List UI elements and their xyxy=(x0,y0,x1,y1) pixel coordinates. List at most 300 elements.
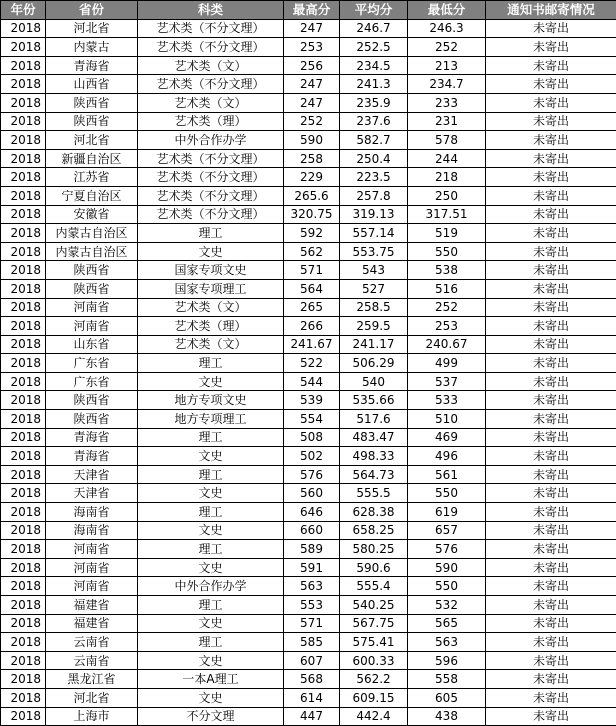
cell-category: 理工 xyxy=(138,224,284,243)
cell-category: 文史 xyxy=(138,372,284,391)
cell-mail-status: 未寄出 xyxy=(486,112,616,131)
cell-province: 山东省 xyxy=(46,335,138,354)
cell-min-score: 516 xyxy=(408,279,486,298)
cell-category: 中外合作办学 xyxy=(138,577,284,596)
cell-category: 一本A理工 xyxy=(138,670,284,689)
cell-province: 安徽省 xyxy=(46,205,138,224)
table-row xyxy=(1,317,616,336)
cell-year: 2018 xyxy=(1,596,46,615)
cell-max-score: 614 xyxy=(284,688,340,707)
cell-mail-status: 未寄出 xyxy=(486,410,616,429)
cell-category: 艺术类（理） xyxy=(138,317,284,336)
cell-province: 上海市 xyxy=(46,707,138,726)
cell-max-score: 554 xyxy=(284,410,340,429)
cell-province: 江苏省 xyxy=(46,168,138,187)
cell-min-score: 469 xyxy=(408,428,486,447)
cell-province: 广东省 xyxy=(46,354,138,373)
cell-min-score: 244 xyxy=(408,149,486,168)
cell-avg-score: 241.3 xyxy=(340,75,408,94)
cell-province: 陕西省 xyxy=(46,112,138,131)
cell-max-score: 646 xyxy=(284,503,340,522)
cell-year: 2018 xyxy=(1,484,46,503)
cell-max-score: 571 xyxy=(284,614,340,633)
cell-category: 艺术类（理） xyxy=(138,112,284,131)
cell-year: 2018 xyxy=(1,428,46,447)
cell-year: 2018 xyxy=(1,633,46,652)
table-row xyxy=(1,372,616,391)
cell-province: 河北省 xyxy=(46,688,138,707)
cell-max-score: 253 xyxy=(284,38,340,57)
cell-category: 理工 xyxy=(138,354,284,373)
cell-avg-score: 580.25 xyxy=(340,540,408,559)
table-row xyxy=(1,428,616,447)
cell-province: 陕西省 xyxy=(46,279,138,298)
cell-year: 2018 xyxy=(1,168,46,187)
cell-max-score: 585 xyxy=(284,633,340,652)
table-row xyxy=(1,279,616,298)
cell-province: 河南省 xyxy=(46,317,138,336)
table-row xyxy=(1,670,616,689)
cell-mail-status: 未寄出 xyxy=(486,38,616,57)
cell-avg-score: 609.15 xyxy=(340,688,408,707)
cell-province: 黑龙江省 xyxy=(46,670,138,689)
cell-mail-status: 未寄出 xyxy=(486,168,616,187)
table-row xyxy=(1,19,616,38)
cell-mail-status: 未寄出 xyxy=(486,298,616,317)
cell-max-score: 247 xyxy=(284,93,340,112)
cell-category: 国家专项理工 xyxy=(138,279,284,298)
cell-mail-status: 未寄出 xyxy=(486,558,616,577)
cell-year: 2018 xyxy=(1,372,46,391)
cell-mail-status: 未寄出 xyxy=(486,354,616,373)
cell-province: 青海省 xyxy=(46,447,138,466)
table-row xyxy=(1,596,616,615)
cell-max-score: 562 xyxy=(284,242,340,261)
cell-province: 青海省 xyxy=(46,428,138,447)
cell-max-score: 563 xyxy=(284,577,340,596)
cell-category: 理工 xyxy=(138,540,284,559)
cell-category: 理工 xyxy=(138,503,284,522)
cell-mail-status: 未寄出 xyxy=(486,428,616,447)
cell-mail-status: 未寄出 xyxy=(486,372,616,391)
cell-avg-score: 498.33 xyxy=(340,447,408,466)
cell-year: 2018 xyxy=(1,521,46,540)
table-row xyxy=(1,261,616,280)
cell-year: 2018 xyxy=(1,205,46,224)
cell-province: 福建省 xyxy=(46,614,138,633)
table-row xyxy=(1,205,616,224)
cell-avg-score: 250.4 xyxy=(340,149,408,168)
cell-avg-score: 590.6 xyxy=(340,558,408,577)
cell-avg-score: 319.13 xyxy=(340,205,408,224)
table-row xyxy=(1,558,616,577)
cell-province: 河南省 xyxy=(46,558,138,577)
cell-province: 河南省 xyxy=(46,298,138,317)
cell-category: 中外合作办学 xyxy=(138,131,284,150)
cell-avg-score: 553.75 xyxy=(340,242,408,261)
cell-province: 河南省 xyxy=(46,540,138,559)
cell-avg-score: 506.29 xyxy=(340,354,408,373)
cell-category: 艺术类（不分文理） xyxy=(138,38,284,57)
cell-mail-status: 未寄出 xyxy=(486,503,616,522)
table-row xyxy=(1,651,616,670)
cell-min-score: 438 xyxy=(408,707,486,726)
table-row xyxy=(1,75,616,94)
cell-min-score: 550 xyxy=(408,242,486,261)
cell-category: 艺术类（文） xyxy=(138,298,284,317)
table-row xyxy=(1,633,616,652)
cell-year: 2018 xyxy=(1,335,46,354)
cell-min-score: 253 xyxy=(408,317,486,336)
cell-max-score: 571 xyxy=(284,261,340,280)
table-row xyxy=(1,168,616,187)
cell-max-score: 591 xyxy=(284,558,340,577)
table-row xyxy=(1,447,616,466)
cell-mail-status: 未寄出 xyxy=(486,261,616,280)
cell-max-score: 229 xyxy=(284,168,340,187)
cell-min-score: 252 xyxy=(408,38,486,57)
cell-min-score: 231 xyxy=(408,112,486,131)
cell-province: 陕西省 xyxy=(46,410,138,429)
cell-province: 新疆自治区 xyxy=(46,149,138,168)
table-row xyxy=(1,465,616,484)
cell-year: 2018 xyxy=(1,465,46,484)
cell-avg-score: 235.9 xyxy=(340,93,408,112)
table-row xyxy=(1,688,616,707)
cell-mail-status: 未寄出 xyxy=(486,317,616,336)
cell-min-score: 576 xyxy=(408,540,486,559)
table-row xyxy=(1,354,616,373)
cell-province: 山西省 xyxy=(46,75,138,94)
cell-mail-status: 未寄出 xyxy=(486,633,616,652)
cell-min-score: 561 xyxy=(408,465,486,484)
cell-category: 艺术类（文） xyxy=(138,335,284,354)
cell-category: 理工 xyxy=(138,428,284,447)
cell-max-score: 544 xyxy=(284,372,340,391)
cell-max-score: 564 xyxy=(284,279,340,298)
cell-category: 理工 xyxy=(138,465,284,484)
table-row xyxy=(1,186,616,205)
cell-year: 2018 xyxy=(1,149,46,168)
cell-province: 天津省 xyxy=(46,484,138,503)
cell-mail-status: 未寄出 xyxy=(486,149,616,168)
cell-max-score: 256 xyxy=(284,56,340,75)
cell-mail-status: 未寄出 xyxy=(486,391,616,410)
cell-max-score: 553 xyxy=(284,596,340,615)
table-row xyxy=(1,242,616,261)
cell-mail-status: 未寄出 xyxy=(486,521,616,540)
cell-year: 2018 xyxy=(1,279,46,298)
cell-avg-score: 234.5 xyxy=(340,56,408,75)
cell-avg-score: 517.6 xyxy=(340,410,408,429)
header-row xyxy=(1,1,616,20)
cell-province: 陕西省 xyxy=(46,391,138,410)
cell-avg-score: 562.2 xyxy=(340,670,408,689)
cell-avg-score: 658.25 xyxy=(340,521,408,540)
cell-category: 艺术类（不分文理） xyxy=(138,186,284,205)
cell-province: 天津省 xyxy=(46,465,138,484)
cell-mail-status: 未寄出 xyxy=(486,670,616,689)
cell-mail-status: 未寄出 xyxy=(486,56,616,75)
cell-mail-status: 未寄出 xyxy=(486,131,616,150)
cell-category: 艺术类（不分文理） xyxy=(138,75,284,94)
cell-min-score: 317.51 xyxy=(408,205,486,224)
cell-province: 云南省 xyxy=(46,633,138,652)
cell-year: 2018 xyxy=(1,242,46,261)
cell-category: 理工 xyxy=(138,596,284,615)
cell-max-score: 265 xyxy=(284,298,340,317)
cell-max-score: 568 xyxy=(284,670,340,689)
cell-max-score: 522 xyxy=(284,354,340,373)
cell-max-score: 252 xyxy=(284,112,340,131)
cell-category: 文史 xyxy=(138,447,284,466)
cell-min-score: 590 xyxy=(408,558,486,577)
cell-mail-status: 未寄出 xyxy=(486,614,616,633)
cell-year: 2018 xyxy=(1,577,46,596)
cell-avg-score: 575.41 xyxy=(340,633,408,652)
table-row xyxy=(1,224,616,243)
cell-year: 2018 xyxy=(1,540,46,559)
table-row xyxy=(1,131,616,150)
cell-category: 文史 xyxy=(138,688,284,707)
cell-province: 河南省 xyxy=(46,577,138,596)
cell-year: 2018 xyxy=(1,651,46,670)
header-province: 省份 xyxy=(46,1,138,20)
table-row xyxy=(1,149,616,168)
cell-max-score: 576 xyxy=(284,465,340,484)
table-row xyxy=(1,707,616,726)
cell-category: 文史 xyxy=(138,558,284,577)
table-row xyxy=(1,484,616,503)
cell-avg-score: 540.25 xyxy=(340,596,408,615)
cell-max-score: 508 xyxy=(284,428,340,447)
cell-min-score: 252 xyxy=(408,298,486,317)
cell-avg-score: 483.47 xyxy=(340,428,408,447)
cell-avg-score: 557.14 xyxy=(340,224,408,243)
cell-avg-score: 582.7 xyxy=(340,131,408,150)
cell-year: 2018 xyxy=(1,19,46,38)
cell-avg-score: 257.8 xyxy=(340,186,408,205)
table-row xyxy=(1,614,616,633)
cell-year: 2018 xyxy=(1,131,46,150)
cell-category: 艺术类（文） xyxy=(138,56,284,75)
cell-year: 2018 xyxy=(1,354,46,373)
cell-year: 2018 xyxy=(1,38,46,57)
cell-year: 2018 xyxy=(1,670,46,689)
header-min-score: 最低分 xyxy=(408,1,486,20)
cell-max-score: 592 xyxy=(284,224,340,243)
cell-category: 文史 xyxy=(138,521,284,540)
cell-min-score: 537 xyxy=(408,372,486,391)
cell-province: 陕西省 xyxy=(46,261,138,280)
cell-mail-status: 未寄出 xyxy=(486,447,616,466)
cell-min-score: 565 xyxy=(408,614,486,633)
cell-year: 2018 xyxy=(1,186,46,205)
cell-max-score: 502 xyxy=(284,447,340,466)
cell-category: 文史 xyxy=(138,614,284,633)
cell-category: 国家专项文史 xyxy=(138,261,284,280)
cell-mail-status: 未寄出 xyxy=(486,651,616,670)
cell-year: 2018 xyxy=(1,707,46,726)
cell-max-score: 447 xyxy=(284,707,340,726)
cell-min-score: 550 xyxy=(408,484,486,503)
header-max-score: 最高分 xyxy=(284,1,340,20)
cell-province: 内蒙古自治区 xyxy=(46,242,138,261)
cell-min-score: 558 xyxy=(408,670,486,689)
cell-province: 河北省 xyxy=(46,19,138,38)
cell-min-score: 538 xyxy=(408,261,486,280)
cell-min-score: 550 xyxy=(408,577,486,596)
table-row xyxy=(1,503,616,522)
cell-year: 2018 xyxy=(1,410,46,429)
cell-year: 2018 xyxy=(1,317,46,336)
cell-min-score: 234.7 xyxy=(408,75,486,94)
table-row xyxy=(1,540,616,559)
header-mail-status: 通知书邮寄情况 xyxy=(486,1,616,20)
cell-min-score: 246.3 xyxy=(408,19,486,38)
cell-category: 艺术类（不分文理） xyxy=(138,205,284,224)
cell-max-score: 539 xyxy=(284,391,340,410)
cell-max-score: 241.67 xyxy=(284,335,340,354)
cell-category: 文史 xyxy=(138,242,284,261)
cell-max-score: 247 xyxy=(284,19,340,38)
cell-province: 陕西省 xyxy=(46,93,138,112)
cell-year: 2018 xyxy=(1,447,46,466)
cell-mail-status: 未寄出 xyxy=(486,707,616,726)
cell-mail-status: 未寄出 xyxy=(486,577,616,596)
cell-avg-score: 259.5 xyxy=(340,317,408,336)
cell-avg-score: 442.4 xyxy=(340,707,408,726)
table-row xyxy=(1,577,616,596)
table-row xyxy=(1,391,616,410)
cell-max-score: 590 xyxy=(284,131,340,150)
cell-category: 艺术类（不分文理） xyxy=(138,19,284,38)
cell-province: 宁夏自治区 xyxy=(46,186,138,205)
cell-year: 2018 xyxy=(1,261,46,280)
cell-max-score: 258 xyxy=(284,149,340,168)
cell-province: 内蒙古 xyxy=(46,38,138,57)
cell-mail-status: 未寄出 xyxy=(486,186,616,205)
cell-min-score: 596 xyxy=(408,651,486,670)
cell-province: 青海省 xyxy=(46,56,138,75)
cell-avg-score: 600.33 xyxy=(340,651,408,670)
cell-year: 2018 xyxy=(1,391,46,410)
table-row xyxy=(1,38,616,57)
cell-province: 广东省 xyxy=(46,372,138,391)
cell-year: 2018 xyxy=(1,112,46,131)
cell-mail-status: 未寄出 xyxy=(486,688,616,707)
cell-year: 2018 xyxy=(1,688,46,707)
cell-mail-status: 未寄出 xyxy=(486,242,616,261)
cell-max-score: 589 xyxy=(284,540,340,559)
cell-min-score: 510 xyxy=(408,410,486,429)
table-body xyxy=(1,19,616,726)
cell-category: 理工 xyxy=(138,633,284,652)
cell-category: 文史 xyxy=(138,484,284,503)
cell-category: 地方专项理工 xyxy=(138,410,284,429)
cell-mail-status: 未寄出 xyxy=(486,279,616,298)
cell-min-score: 240.67 xyxy=(408,335,486,354)
cell-mail-status: 未寄出 xyxy=(486,224,616,243)
header-category: 科类 xyxy=(138,1,284,20)
cell-mail-status: 未寄出 xyxy=(486,19,616,38)
cell-max-score: 607 xyxy=(284,651,340,670)
cell-year: 2018 xyxy=(1,503,46,522)
table-row xyxy=(1,112,616,131)
cell-avg-score: 543 xyxy=(340,261,408,280)
cell-avg-score: 555.4 xyxy=(340,577,408,596)
table-row xyxy=(1,410,616,429)
cell-avg-score: 252.5 xyxy=(340,38,408,57)
cell-province: 海南省 xyxy=(46,521,138,540)
cell-mail-status: 未寄出 xyxy=(486,465,616,484)
cell-avg-score: 246.7 xyxy=(340,19,408,38)
table-row xyxy=(1,93,616,112)
cell-avg-score: 527 xyxy=(340,279,408,298)
cell-mail-status: 未寄出 xyxy=(486,540,616,559)
cell-max-score: 266 xyxy=(284,317,340,336)
cell-avg-score: 535.66 xyxy=(340,391,408,410)
cell-mail-status: 未寄出 xyxy=(486,596,616,615)
cell-min-score: 519 xyxy=(408,224,486,243)
cell-avg-score: 258.5 xyxy=(340,298,408,317)
cell-mail-status: 未寄出 xyxy=(486,205,616,224)
cell-province: 海南省 xyxy=(46,503,138,522)
cell-category: 不分文理 xyxy=(138,707,284,726)
cell-year: 2018 xyxy=(1,93,46,112)
cell-min-score: 233 xyxy=(408,93,486,112)
header-avg-score: 平均分 xyxy=(340,1,408,20)
cell-province: 内蒙古自治区 xyxy=(46,224,138,243)
cell-year: 2018 xyxy=(1,75,46,94)
cell-mail-status: 未寄出 xyxy=(486,75,616,94)
table-row xyxy=(1,56,616,75)
cell-category: 艺术类（不分文理） xyxy=(138,149,284,168)
cell-mail-status: 未寄出 xyxy=(486,484,616,503)
cell-category: 文史 xyxy=(138,651,284,670)
cell-mail-status: 未寄出 xyxy=(486,93,616,112)
cell-category: 艺术类（不分文理） xyxy=(138,168,284,187)
cell-avg-score: 564.73 xyxy=(340,465,408,484)
cell-min-score: 496 xyxy=(408,447,486,466)
cell-avg-score: 555.5 xyxy=(340,484,408,503)
cell-avg-score: 223.5 xyxy=(340,168,408,187)
cell-min-score: 619 xyxy=(408,503,486,522)
cell-year: 2018 xyxy=(1,298,46,317)
cell-min-score: 533 xyxy=(408,391,486,410)
cell-province: 云南省 xyxy=(46,651,138,670)
cell-min-score: 499 xyxy=(408,354,486,373)
cell-min-score: 657 xyxy=(408,521,486,540)
cell-min-score: 250 xyxy=(408,186,486,205)
cell-category: 艺术类（文） xyxy=(138,93,284,112)
cell-max-score: 265.6 xyxy=(284,186,340,205)
header-year: 年份 xyxy=(1,1,46,20)
cell-mail-status: 未寄出 xyxy=(486,335,616,354)
cell-min-score: 578 xyxy=(408,131,486,150)
table-row xyxy=(1,298,616,317)
table-row xyxy=(1,521,616,540)
cell-avg-score: 628.38 xyxy=(340,503,408,522)
cell-avg-score: 567.75 xyxy=(340,614,408,633)
cell-year: 2018 xyxy=(1,614,46,633)
cell-avg-score: 241.17 xyxy=(340,335,408,354)
cell-min-score: 532 xyxy=(408,596,486,615)
cell-min-score: 213 xyxy=(408,56,486,75)
cell-max-score: 560 xyxy=(284,484,340,503)
cell-min-score: 563 xyxy=(408,633,486,652)
cell-province: 福建省 xyxy=(46,596,138,615)
